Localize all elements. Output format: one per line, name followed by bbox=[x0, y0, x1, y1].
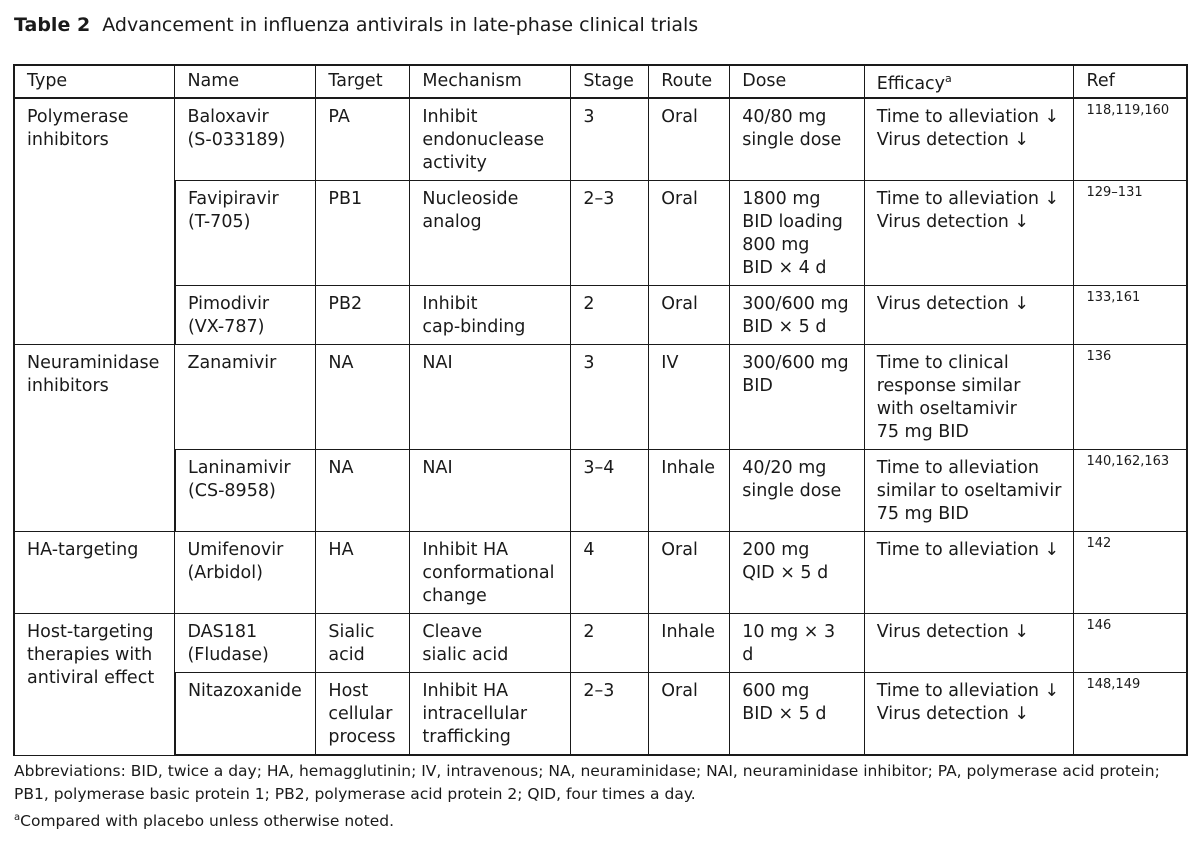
header-name: Name bbox=[175, 65, 316, 98]
table-footnotes bbox=[14, 760, 1194, 833]
table-row bbox=[14, 614, 1187, 673]
table-label: Table 2 bbox=[14, 14, 91, 36]
table-row bbox=[14, 98, 1187, 181]
dose-cell: 40/20 mg single dose bbox=[730, 450, 864, 532]
stage-cell: 3 bbox=[571, 345, 649, 450]
route-cell: Oral bbox=[649, 181, 730, 286]
dose-cell: 10 mg × 3 d bbox=[730, 614, 864, 673]
stage-cell: 2–3 bbox=[571, 673, 649, 756]
efficacy-cell: Time to alleviation similar to oseltamivir 75 mg BID bbox=[864, 450, 1074, 532]
target-cell: Sialic acid bbox=[316, 614, 410, 673]
placebo-note: $^a$Compared with placebo unless otherwise noted. bbox=[14, 812, 395, 831]
header-target: Target bbox=[316, 65, 410, 98]
target-cell: NA bbox=[316, 345, 410, 450]
header-ref: Ref bbox=[1074, 65, 1187, 98]
efficacy-cell: Virus detection ↓ bbox=[864, 614, 1074, 673]
ref-cell: 146 bbox=[1074, 614, 1187, 673]
table-row bbox=[14, 286, 1187, 345]
route-cell: Oral bbox=[649, 286, 730, 345]
target-cell: Host cellular process bbox=[316, 673, 410, 756]
ref-cell: 133,161 bbox=[1074, 286, 1187, 345]
name-cell: Pimodivir (VX-787) bbox=[175, 286, 316, 345]
footnote-marker: a bbox=[14, 812, 21, 823]
table-row bbox=[14, 673, 1187, 756]
mechanism-cell: NAI bbox=[410, 345, 571, 450]
efficacy-cell: Time to clinical response similar with oseltamivir 75 mg BID bbox=[864, 345, 1074, 450]
table-row bbox=[14, 345, 1187, 450]
stage-cell: 4 bbox=[571, 532, 649, 614]
table-row bbox=[14, 532, 1187, 614]
table-title bbox=[14, 14, 698, 36]
name-cell: Umifenovir (Arbidol) bbox=[175, 532, 316, 614]
mechanism-cell: Nucleoside analog bbox=[410, 181, 571, 286]
dose-cell: 300/600 mg BID bbox=[730, 345, 864, 450]
type-cell: Host-targeting therapies with antiviral effect bbox=[14, 614, 175, 756]
header-efficacy: Efficacy$^a$ bbox=[864, 65, 1074, 98]
route-cell: Inhale bbox=[649, 614, 730, 673]
stage-cell: 2 bbox=[571, 286, 649, 345]
header-row bbox=[14, 65, 1187, 98]
name-cell: Laninamivir (CS-8958) bbox=[175, 450, 316, 532]
type-cell: HA-targeting bbox=[14, 532, 175, 614]
header-mechanism: Mechanism bbox=[410, 65, 571, 98]
route-cell: Oral bbox=[649, 673, 730, 756]
mechanism-cell: Inhibit HA intracellular trafficking bbox=[410, 673, 571, 756]
header-route: Route bbox=[649, 65, 730, 98]
target-cell: PA bbox=[316, 98, 410, 181]
efficacy-cell: Time to alleviation ↓ Virus detection ↓ bbox=[864, 98, 1074, 181]
dose-cell: 600 mg BID × 5 d bbox=[730, 673, 864, 756]
target-cell: HA bbox=[316, 532, 410, 614]
route-cell: Inhale bbox=[649, 450, 730, 532]
stage-cell: 3–4 bbox=[571, 450, 649, 532]
dose-cell: 200 mg QID × 5 d bbox=[730, 532, 864, 614]
stage-cell: 3 bbox=[571, 98, 649, 181]
name-cell: DAS181 (Fludase) bbox=[175, 614, 316, 673]
mechanism-cell: Inhibit HA conformational change bbox=[410, 532, 571, 614]
type-cell: Neuraminidase inhibitors bbox=[14, 345, 175, 532]
target-cell: NA bbox=[316, 450, 410, 532]
name-cell: Favipiravir (T-705) bbox=[175, 181, 316, 286]
name-cell: Nitazoxanide bbox=[175, 673, 316, 756]
route-cell: Oral bbox=[649, 532, 730, 614]
mechanism-cell: Cleave sialic acid bbox=[410, 614, 571, 673]
efficacy-cell: Time to alleviation ↓ Virus detection ↓ bbox=[864, 673, 1074, 756]
route-cell: Oral bbox=[649, 98, 730, 181]
dose-cell: 300/600 mg BID × 5 d bbox=[730, 286, 864, 345]
dose-cell: 1800 mg BID loading 800 mg BID × 4 d bbox=[730, 181, 864, 286]
target-cell: PB2 bbox=[316, 286, 410, 345]
ref-cell: 136 bbox=[1074, 345, 1187, 450]
header-type: Type bbox=[14, 65, 175, 98]
target-cell: PB1 bbox=[316, 181, 410, 286]
header-dose: Dose bbox=[730, 65, 864, 98]
name-cell: Zanamivir bbox=[175, 345, 316, 450]
stage-cell: 2–3 bbox=[571, 181, 649, 286]
route-cell: IV bbox=[649, 345, 730, 450]
ref-cell: 129–131 bbox=[1074, 181, 1187, 286]
abbreviations-note: Abbreviations: BID, twice a day; HA, hemagglutinin; IV, intravenous; NA, neuraminidase; NAI, neuraminidase inhibitor; PA, polymerase acid protein; PB1, polymerase basic protein 1; PB2, polymerase acid protein 2; QID, four times a day. bbox=[14, 762, 1160, 803]
antivirals-table bbox=[13, 64, 1188, 756]
stage-cell: 2 bbox=[571, 614, 649, 673]
ref-cell: 148,149 bbox=[1074, 673, 1187, 756]
header-stage: Stage bbox=[571, 65, 649, 98]
efficacy-cell: Time to alleviation ↓ Virus detection ↓ bbox=[864, 181, 1074, 286]
efficacy-cell: Time to alleviation ↓ bbox=[864, 532, 1074, 614]
mechanism-cell: Inhibit cap-binding bbox=[410, 286, 571, 345]
table-row bbox=[14, 450, 1187, 532]
dose-cell: 40/80 mg single dose bbox=[730, 98, 864, 181]
efficacy-cell: Virus detection ↓ bbox=[864, 286, 1074, 345]
table-row bbox=[14, 181, 1187, 286]
type-cell: Polymerase inhibitors bbox=[14, 98, 175, 345]
ref-cell: 140,162,163 bbox=[1074, 450, 1187, 532]
mechanism-cell: Inhibit endonuclease activity bbox=[410, 98, 571, 181]
mechanism-cell: NAI bbox=[410, 450, 571, 532]
ref-cell: 118,119,160 bbox=[1074, 98, 1187, 181]
name-cell: Baloxavir (S-033189) bbox=[175, 98, 316, 181]
ref-cell: 142 bbox=[1074, 532, 1187, 614]
footnote-marker: a bbox=[945, 72, 952, 86]
table-caption: Advancement in influenza antivirals in late-phase clinical trials bbox=[102, 14, 699, 36]
